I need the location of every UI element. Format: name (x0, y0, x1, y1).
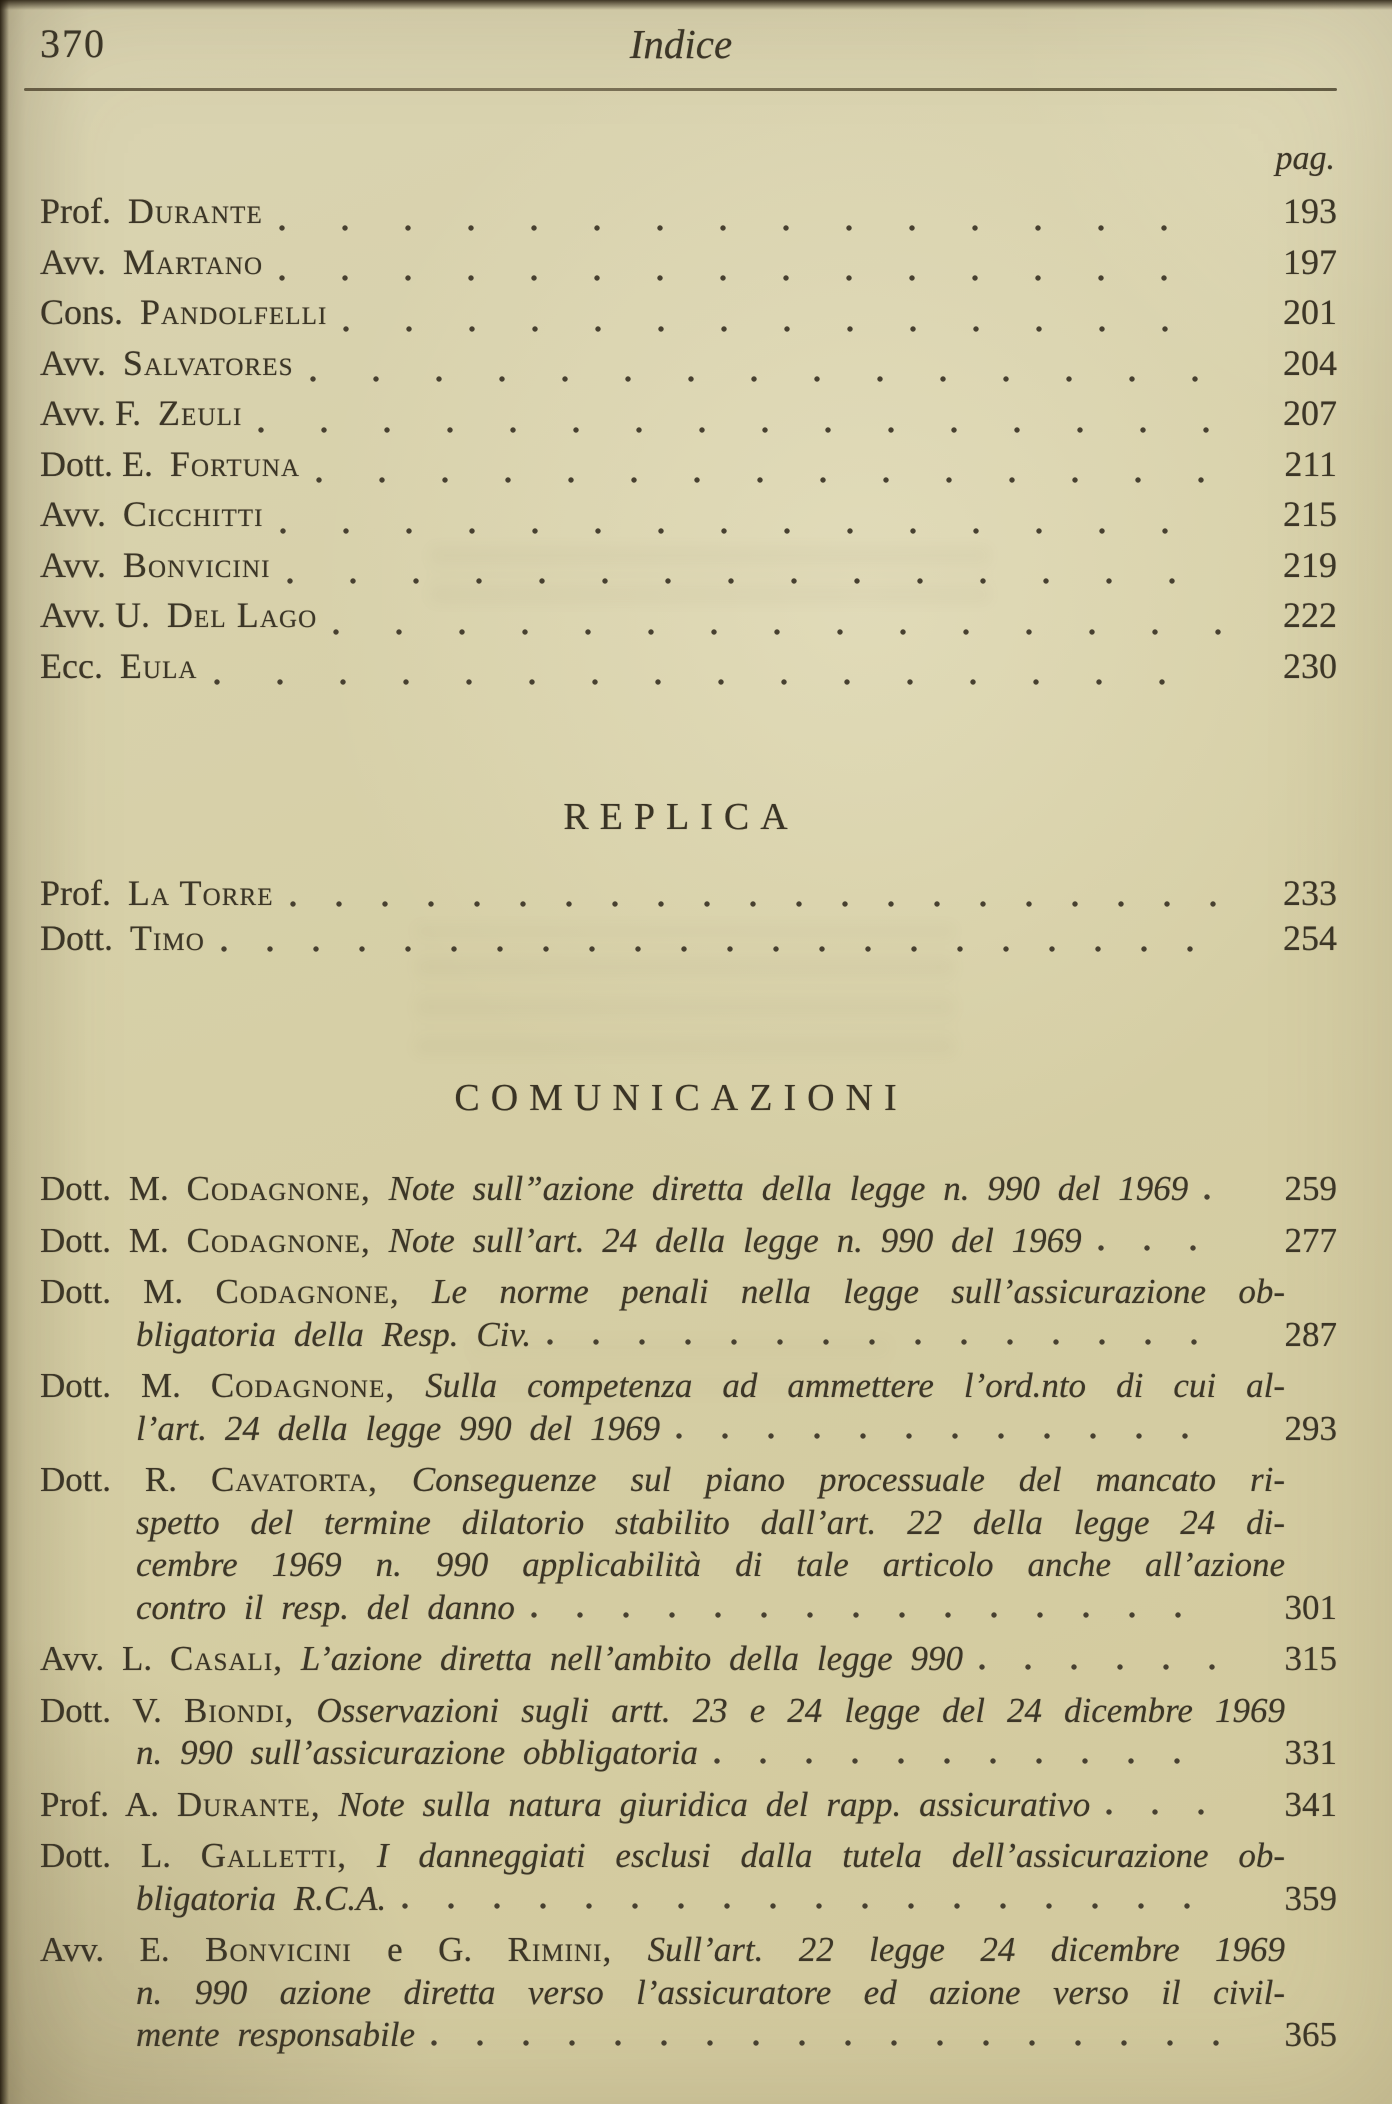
entry-line (40, 1502, 1337, 1545)
entry-text (40, 1638, 963, 1681)
entry-line (40, 1168, 1337, 1211)
page-number: 233 (1283, 873, 1337, 913)
index-row (40, 342, 1337, 393)
entry-line (40, 1732, 1337, 1775)
index-row (40, 917, 1337, 962)
entry-title-line: Osservazioni sugli artt. 23 e 24 legge del 24 dicembre 1969 (316, 1690, 1286, 1730)
dot-leader (310, 373, 1221, 385)
author-title-abbrev: e G. (387, 1930, 473, 1969)
section-heading-replica: REPLICA (563, 796, 799, 838)
entry-text (40, 1784, 1090, 1827)
entry-line (40, 1220, 1337, 1263)
entry-title-line: Sulla competenza ad ammettere l’ord.nto di cui al- (425, 1366, 1285, 1405)
entry-title-line: n. 990 azione diretta verso l’assicuratore ed azione verso il civil- (136, 1972, 1285, 2012)
entry-text (136, 1314, 531, 1357)
entry-line (40, 1271, 1337, 1314)
dot-leader (1098, 1242, 1219, 1254)
author-title-abbrev: Avv. U. (40, 595, 150, 635)
replica-index-list (40, 872, 1337, 962)
author-name: Cicchitti (122, 494, 264, 534)
page-number: 197 (1283, 241, 1337, 282)
entry-title-line: Conseguenze sul piano processuale del mancato ri- (411, 1460, 1286, 1499)
entry-title-line: Note sull’art. 24 della legge n. 990 del 1969 (388, 1220, 1082, 1260)
page-number: 259 (1284, 1169, 1337, 1208)
entry-line (40, 1587, 1337, 1630)
entry-line (40, 2014, 1337, 2057)
row-author (40, 392, 242, 434)
page-number: 222 (1283, 595, 1337, 635)
author-name: Salvatores (122, 342, 294, 383)
entry-title-line: n. 990 sull’assicurazione obbligatoria (136, 1733, 699, 1772)
entry-line (40, 1638, 1337, 1681)
dot-leader (676, 1430, 1219, 1442)
page-number: 287 (1284, 1314, 1337, 1354)
index-row (40, 872, 1337, 917)
index-row (40, 392, 1337, 443)
index-row (40, 241, 1337, 292)
author-name: Bonvicini (205, 1930, 352, 1969)
author-title-abbrev: Avv. (40, 241, 106, 282)
entry-line (40, 1365, 1337, 1408)
dot-leader (280, 525, 1221, 537)
entry-title-line: L’azione diretta nell’ambito della legge 990 (300, 1639, 964, 1678)
dot-leader (1106, 1806, 1219, 1818)
index-entry (40, 1784, 1337, 1827)
dot-leader (979, 1661, 1219, 1673)
dot-leader (531, 1609, 1219, 1621)
page-number: 254 (1283, 918, 1337, 958)
scan-left-shadow (0, 0, 9, 2104)
author-name: Cavatorta, (210, 1460, 378, 1499)
row-author (40, 241, 263, 283)
entry-title-line: bligatoria della Resp. Civ. (136, 1314, 532, 1354)
author-name: Bonvicini (122, 544, 271, 585)
author-title-abbrev: Dott. M. (40, 1366, 181, 1405)
author-name: Galletti, (200, 1836, 348, 1875)
author-name: Zeuli (158, 393, 243, 433)
index-row (40, 645, 1337, 696)
entry-line (40, 1314, 1337, 1357)
page-number: 365 (1284, 2015, 1337, 2054)
speaker-index-list (40, 190, 1337, 695)
entry-line (40, 1878, 1337, 1921)
entry-title-line: Note sulla natura giuridica del rapp. assicurativo (338, 1784, 1091, 1824)
comunicazioni-entry-list (40, 1168, 1337, 2066)
entry-text (40, 1168, 1188, 1211)
page-number: 211 (1284, 443, 1337, 484)
author-name: Fortuna (169, 443, 301, 484)
dot-leader (287, 575, 1221, 587)
author-title-abbrev: Avv. F. (40, 393, 142, 433)
author-name: Codagnone, (215, 1272, 400, 1311)
header-rule (24, 88, 1337, 91)
author-name: La Torre (127, 873, 274, 913)
index-row (40, 443, 1337, 494)
index-row (40, 594, 1337, 645)
row-author (40, 645, 198, 687)
row-author (40, 872, 274, 914)
row-author (40, 917, 205, 959)
page-number: 230 (1283, 645, 1337, 686)
entry-line (40, 1972, 1337, 2015)
index-entry (40, 1365, 1337, 1450)
entry-line (40, 1544, 1337, 1587)
page-number: 215 (1283, 494, 1337, 534)
entry-text (136, 2014, 415, 2057)
entry-title-line: Le norme penali nella legge sull’assicurazione ob- (432, 1272, 1285, 1311)
row-author (40, 291, 327, 333)
dot-leader (290, 898, 1219, 910)
entry-title-line: bligatoria R.C.A. (136, 1878, 387, 1918)
page-content (40, 0, 1337, 2104)
author-name: Codagnone, (186, 1220, 371, 1260)
author-title-abbrev: Cons. (40, 292, 124, 332)
page-number: 204 (1283, 342, 1337, 383)
row-author (40, 443, 300, 485)
page-number: 331 (1284, 1733, 1337, 1772)
index-entry (40, 1690, 1337, 1775)
index-row (40, 190, 1337, 241)
index-entry (40, 1220, 1337, 1263)
row-author (40, 342, 294, 384)
author-name: Casali, (170, 1639, 284, 1678)
dot-leader (343, 323, 1221, 335)
index-entry (40, 1168, 1337, 1211)
index-entry (40, 1638, 1337, 1681)
entry-title-line: Sull’art. 22 legge 24 dicembre 1969 (647, 1930, 1286, 1969)
dot-leader (316, 474, 1221, 486)
author-title-abbrev: Prof. A. (40, 1784, 159, 1824)
page-number: 277 (1284, 1220, 1337, 1260)
author-title-abbrev: Dott. V. (40, 1690, 162, 1730)
author-title-abbrev: Avv. L. (40, 1639, 153, 1678)
index-entry (40, 1459, 1337, 1629)
index-row (40, 493, 1337, 544)
author-title-abbrev: Prof. (40, 873, 111, 913)
entry-line (40, 1784, 1337, 1827)
page-number: 341 (1284, 1784, 1337, 1824)
author-title-abbrev: Dott. E. (40, 443, 153, 484)
entry-title-line: cembre 1969 n. 990 applicabilità di tale articolo anche all’azione (136, 1545, 1285, 1584)
author-name: Del Lago (166, 595, 318, 635)
index-entry (40, 1835, 1337, 1920)
row-author (40, 190, 263, 232)
entry-text (40, 1220, 1082, 1263)
author-title-abbrev: Dott. R. (40, 1460, 178, 1499)
entry-title-line: mente responsabile (136, 2015, 415, 2054)
entry-line (40, 1459, 1337, 1502)
author-title-abbrev: Avv. E. (40, 1930, 170, 1969)
author-name: Durante, (176, 1784, 321, 1824)
author-name: Biondi, (183, 1690, 295, 1730)
index-row (40, 291, 1337, 342)
row-author (40, 493, 264, 535)
dot-leader (214, 676, 1221, 688)
entry-text (136, 1408, 660, 1451)
dot-leader (1204, 1191, 1219, 1203)
author-title-abbrev: Dott. L. (40, 1836, 171, 1875)
page-number: 193 (1283, 191, 1337, 231)
page-number: 301 (1284, 1587, 1337, 1627)
folio-number: 370 (40, 21, 106, 66)
dot-leader (547, 1336, 1219, 1348)
index-entry (40, 1929, 1337, 2057)
dot-leader (714, 1755, 1219, 1767)
entry-text (136, 1878, 386, 1921)
section-heading-comunicazioni: COMUNICAZIONI (454, 1077, 908, 1119)
dot-leader (279, 222, 1221, 234)
author-name: Pandolfelli (139, 292, 328, 332)
page-column-label: pag. (1275, 140, 1335, 177)
author-name: Martano (122, 241, 264, 282)
index-entry (40, 1271, 1337, 1356)
row-author (40, 544, 271, 586)
author-name: Codagnone, (186, 1169, 371, 1208)
entry-line (40, 1835, 1337, 1878)
author-name: Timo (129, 918, 205, 958)
author-title-abbrev: Dott. M. (40, 1272, 184, 1311)
page-number: 293 (1284, 1408, 1337, 1448)
page-number: 207 (1283, 393, 1337, 433)
entry-title-line: contro il resp. del danno (136, 1587, 515, 1627)
index-row (40, 544, 1337, 595)
entry-line (40, 1408, 1337, 1451)
entry-title-line: l’art. 24 della legge 990 del 1969 (136, 1408, 661, 1448)
author-title-abbrev: Dott. (40, 918, 114, 958)
entry-line (40, 1929, 1337, 1972)
author-title-abbrev: Avv. (40, 544, 106, 585)
entry-title-line: spetto del termine dilatorio stabilito dall’art. 22 della legge 24 di- (136, 1502, 1285, 1542)
entry-text (136, 1732, 698, 1775)
author-title-abbrev: Ecc. (40, 645, 103, 686)
author-name: Rimini, (507, 1930, 613, 1969)
author-name: Durante (127, 191, 263, 231)
dot-leader (279, 272, 1221, 284)
dot-leader (221, 943, 1219, 955)
row-author (40, 594, 317, 636)
entry-line (40, 1690, 1337, 1733)
page-number: 219 (1283, 544, 1337, 585)
author-title-abbrev: Avv. (40, 494, 106, 534)
author-title-abbrev: Prof. (40, 191, 111, 231)
dot-leader (258, 424, 1221, 436)
dot-leader (431, 2037, 1219, 2049)
running-title: Indice (629, 21, 733, 67)
dot-leader (402, 1900, 1219, 1912)
author-name: Eula (119, 645, 198, 686)
author-title-abbrev: Dott. M. (40, 1220, 169, 1260)
author-title-abbrev: Avv. (40, 342, 106, 383)
page-number: 315 (1284, 1639, 1337, 1678)
dot-leader (333, 626, 1221, 638)
author-name: Codagnone, (210, 1366, 396, 1405)
entry-text (136, 1587, 515, 1630)
entry-title-line: Note sull”azione diretta della legge n. 990 del 1969 (388, 1169, 1189, 1208)
author-title-abbrev: Dott. M. (40, 1169, 169, 1208)
page-number: 201 (1283, 292, 1337, 332)
entry-title-line: I danneggiati esclusi dalla tutela dell’assicurazione ob- (376, 1836, 1285, 1875)
page-number: 359 (1284, 1878, 1337, 1918)
